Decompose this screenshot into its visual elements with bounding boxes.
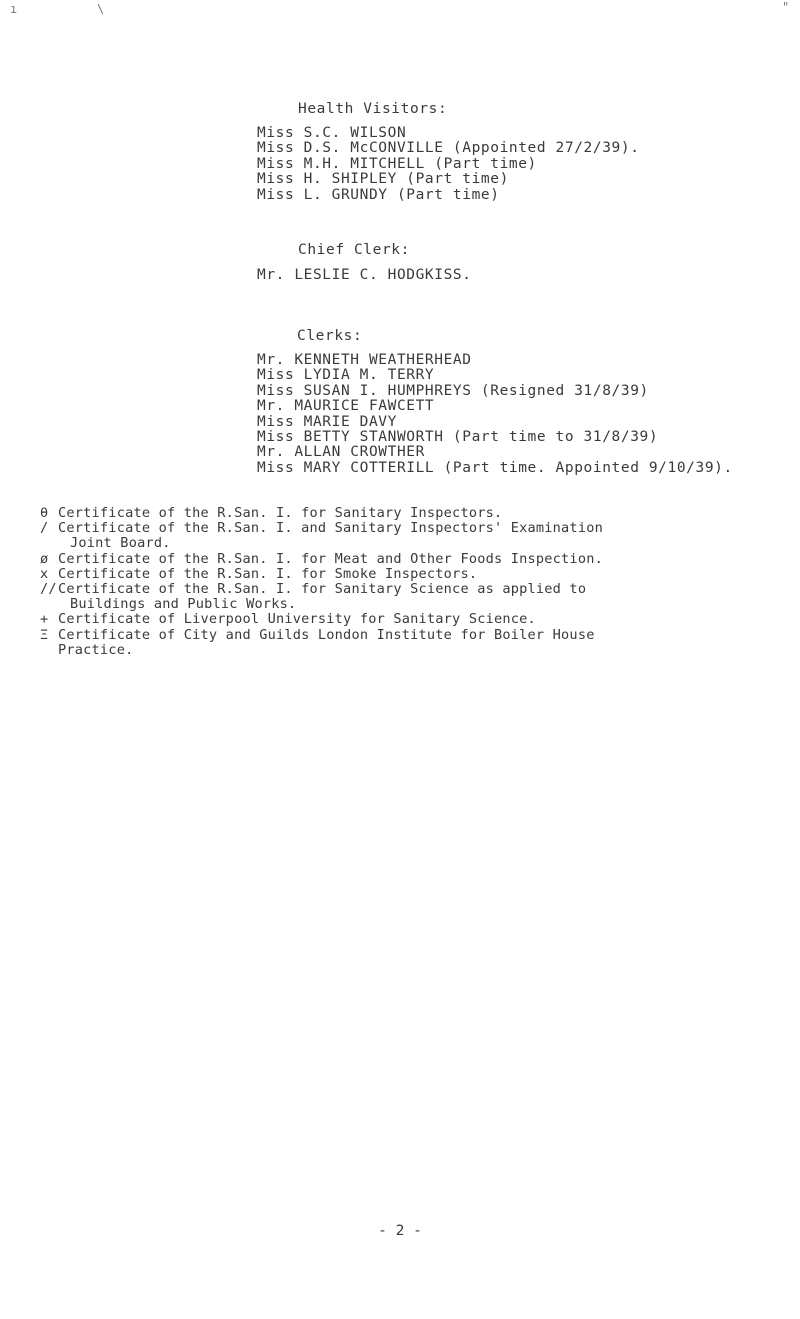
clerks-heading: Clerks:	[297, 328, 363, 344]
certificate-marker: /	[40, 520, 49, 537]
chief-clerk-heading: Chief Clerk:	[298, 242, 410, 258]
health-visitor-entry: Miss L. GRUNDY (Part time)	[257, 186, 500, 203]
certificate-item	[40, 521, 603, 536]
certificate-marker: //	[40, 580, 57, 597]
certificate-marker: +	[40, 611, 49, 628]
certificate-continuation: Joint Board.	[70, 535, 171, 552]
clerk-entry: Miss MARY COTTERILL (Part time. Appointed 9/10/39).	[257, 459, 733, 476]
certificate-text: Certificate of the R.San. I. for Meat and Other Foods Inspection.	[58, 550, 603, 567]
certificate-item	[40, 506, 603, 521]
certificate-text: Certificate of the R.San. I. for Sanitary Inspectors.	[58, 505, 503, 521]
certificate-item	[40, 567, 603, 582]
page-mark-top-left: ı	[10, 2, 18, 16]
clerk-entry: Mr. MAURICE FAWCETT	[257, 398, 435, 415]
certificate-item	[40, 612, 603, 627]
certificate-continuation: Practice.	[58, 641, 134, 658]
certificate-marker: ø	[40, 550, 49, 567]
clerk-entry: Mr. ALLAN CROWTHER	[257, 444, 425, 461]
clerk-entry: Mr. KENNETH WEATHERHEAD	[257, 352, 472, 368]
clerk-entry: Miss BETTY STANWORTH (Part time to 31/8/39)	[257, 428, 659, 445]
health-visitor-entry: Miss M.H. MITCHELL (Part time)	[257, 155, 537, 172]
certificate-continuation: Buildings and Public Works.	[70, 596, 297, 613]
clerks-list	[257, 353, 733, 476]
certificate-text: Certificate of Liverpool University for Sanitary Science.	[58, 611, 536, 628]
certificate-item	[40, 582, 603, 597]
certificate-text: Certificate of City and Guilds London Institute for Boiler House	[58, 626, 595, 643]
certificate-text: Certificate of the R.San. I. and Sanitary Inspectors' Examination	[58, 520, 603, 537]
certificate-marker: x	[40, 565, 49, 582]
certificate-item	[40, 552, 603, 567]
chief-clerk-name: Mr. LESLIE C. HODGKISS.	[257, 267, 472, 283]
certificate-marker: Ξ	[40, 626, 49, 643]
certificates-legend	[40, 506, 603, 658]
page-mark-top-mid: \	[97, 2, 105, 16]
clerk-entry: Miss LYDIA M. TERRY	[257, 367, 435, 384]
page-number: - 2 -	[378, 1223, 422, 1239]
certificate-text: Certificate of the R.San. I. for Sanitary Science as applied to	[58, 580, 587, 597]
page-mark-top-right: "	[782, 0, 790, 14]
health-visitor-entry: Miss D.S. McCONVILLE (Appointed 27/2/39).	[257, 140, 640, 157]
certificate-text: Certificate of the R.San. I. for Smoke Inspectors.	[58, 565, 478, 582]
health-visitors-heading: Health Visitors:	[298, 101, 448, 117]
certificate-marker: θ	[40, 505, 49, 521]
health-visitor-entry: Miss H. SHIPLEY (Part time)	[257, 171, 509, 188]
certificate-item	[40, 628, 603, 643]
health-visitor-entry: Miss S.C. WILSON	[257, 125, 407, 141]
health-visitors-list	[257, 126, 640, 203]
clerk-entry: Miss MARIE DAVY	[257, 413, 397, 430]
clerk-entry: Miss SUSAN I. HUMPHREYS (Resigned 31/8/39)	[257, 382, 649, 399]
